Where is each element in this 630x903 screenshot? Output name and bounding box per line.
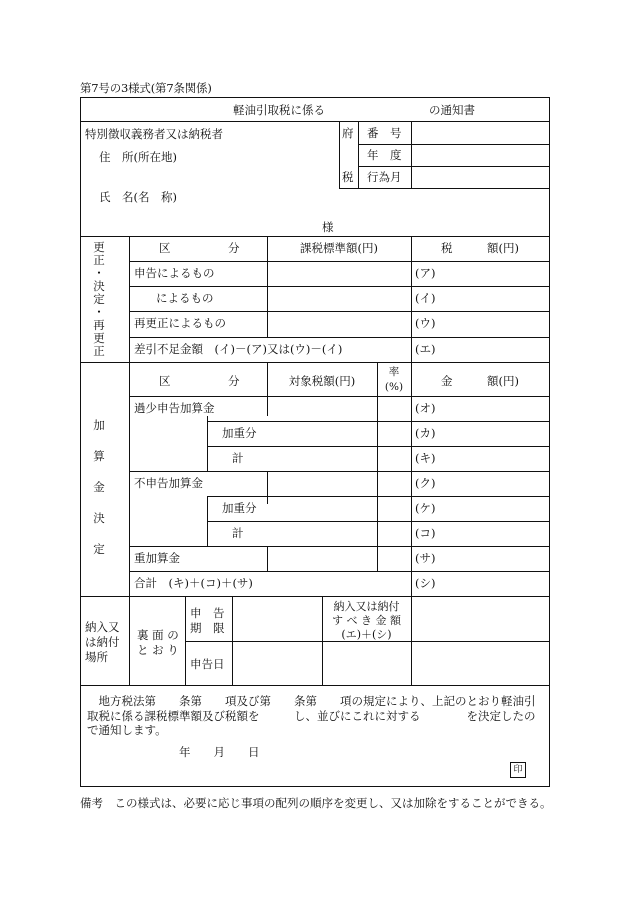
s2-row-mark: (ク)	[415, 476, 436, 490]
section2-vertical-label: 加 算 金 決 定	[93, 418, 105, 556]
divider	[81, 362, 549, 363]
date-line: 年 月 日	[179, 745, 260, 759]
act-month-label: 行為月	[367, 170, 402, 184]
s1-row-label: 差引不足金額 (イ)－(ア)又は(ウ)－(イ)	[134, 342, 343, 356]
divider	[207, 521, 549, 522]
section1-vertical-label: 更 正 ・ 決 定 ・ 再 更 正	[93, 240, 105, 358]
deadline-label: 申 告 期 限	[190, 606, 225, 635]
divider	[411, 596, 412, 685]
divider	[129, 396, 549, 397]
s2-row-mark: (キ)	[415, 451, 436, 465]
divider	[267, 546, 268, 571]
s2-col-rate-bottom: (%)	[384, 381, 404, 393]
tax-char: 税	[342, 170, 354, 184]
s2-row-mark: (コ)	[415, 526, 436, 540]
divider	[129, 286, 549, 287]
divider	[358, 144, 549, 145]
divider	[129, 362, 130, 596]
pref-char: 府	[342, 126, 354, 140]
s1-row-mark: (エ)	[415, 342, 436, 356]
s2-row-label: 合計 (キ)＋(コ)＋(サ)	[134, 576, 253, 590]
divider	[358, 166, 549, 167]
notice-form	[80, 97, 550, 787]
s1-row-mark: (ア)	[415, 266, 436, 280]
honorific: 様	[322, 220, 334, 234]
divider	[129, 311, 549, 312]
s2-col-category: 区 分	[159, 374, 240, 388]
s1-col-tax: 税 額(円)	[441, 241, 519, 255]
taxpayer-label: 特別徴収義務者又は納税者	[85, 127, 223, 141]
divider	[81, 596, 549, 597]
divider	[129, 546, 549, 547]
divider	[81, 236, 549, 237]
divider	[207, 496, 549, 497]
seal-mark: 印	[510, 762, 526, 778]
s2-row-label: 計	[232, 526, 244, 540]
s2-col-amount: 金 額(円)	[441, 374, 519, 388]
title-left: 軽油引取税に係る	[233, 103, 325, 117]
filing-date-label: 申告日	[190, 657, 225, 671]
number-label: 番 号	[367, 126, 402, 140]
s2-col-rate-top: 率	[388, 366, 400, 378]
divider	[267, 471, 268, 504]
divider	[339, 188, 549, 189]
divider	[81, 121, 549, 122]
footnote: 備考 この様式は、必要に応じ事項の配列の順序を変更し、又は加除をすることができる。	[80, 796, 552, 810]
divider	[81, 685, 549, 686]
divider	[129, 236, 130, 362]
address-label: 住 所(所在地)	[99, 150, 177, 164]
s2-row-label: 加重分	[222, 501, 257, 515]
s2-row-label: 加重分	[222, 426, 257, 440]
amount-label: 納入又は納付 す べ き 金 額 (エ)＋(シ)	[332, 600, 401, 641]
divider	[207, 446, 549, 447]
year-label: 年 度	[367, 148, 402, 162]
s2-row-mark: (オ)	[415, 401, 436, 415]
divider	[232, 596, 233, 685]
s1-row-label: 再更正によるもの	[134, 316, 226, 330]
name-label: 氏 名(名 称)	[99, 190, 177, 204]
s2-row-label: 不申告加算金	[134, 476, 203, 490]
divider	[129, 571, 549, 572]
divider	[129, 596, 130, 685]
s1-row-mark: (イ)	[415, 291, 436, 305]
title-right: の通知書	[429, 103, 475, 117]
s2-row-mark: (サ)	[415, 551, 436, 565]
s1-row-mark: (ウ)	[415, 316, 436, 330]
divider	[411, 121, 412, 188]
form-caption: 第7号の3様式(第7条関係)	[80, 81, 212, 95]
s2-col-target: 対象税額(円)	[288, 374, 356, 388]
s1-row-label: 申告によるもの	[134, 266, 215, 280]
s1-col-category: 区 分	[159, 241, 240, 255]
reverse-label: 裏 面 の と お り	[137, 628, 179, 657]
divider	[207, 421, 549, 422]
divider	[129, 261, 549, 262]
place-label: 納入又 は納付 場所	[85, 620, 120, 664]
s2-row-mark: (ケ)	[415, 501, 436, 515]
s2-row-mark: (シ)	[415, 576, 436, 590]
divider	[411, 362, 412, 596]
s2-row-label: 計	[232, 451, 244, 465]
divider	[207, 416, 208, 471]
s2-row-mark: (カ)	[415, 426, 436, 440]
notice-paragraph: 地方税法第 条第 項及び第 条第 項の規定により、上記のとおり軽油引取税に係る課税標準額及び税額を し、並びにこれに対する を決定したので通知します。	[87, 694, 536, 737]
divider	[339, 121, 340, 188]
divider	[129, 337, 549, 338]
s1-row-label: によるもの	[156, 291, 214, 305]
s1-col-base: 課税標準額(円)	[300, 241, 378, 255]
s2-row-label: 重加算金	[134, 551, 180, 565]
divider	[129, 471, 549, 472]
s2-row-label: 過少申告加算金	[134, 401, 215, 415]
divider	[358, 121, 359, 188]
divider	[267, 362, 268, 416]
